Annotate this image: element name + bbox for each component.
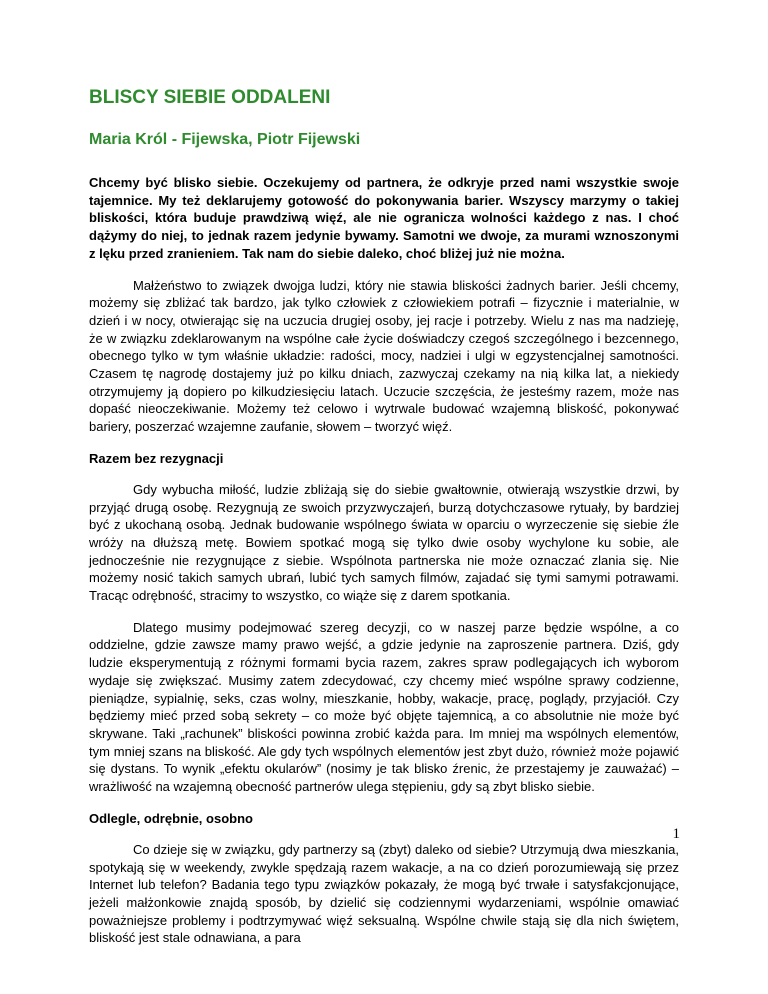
article-lead: Chcemy być blisko siebie. Oczekujemy od partnera, że odkryje przed nami wszystkie swoje tajemnice. My też deklarujemy gotowość do pokonywania barier. Wszyscy marzymy o takiej bliskości, która buduje prawdziwą więź, ale nie ogranicza wolności każdego z nas. I choć dążymy do niej, to jednak razem jedynie bywamy. Samotni we dwoje, za murami wznoszonymi z lęku przed zranieniem. Tak nam do siebie daleko, choć bliżej już nie można. xyxy=(89,175,679,261)
section-heading: Razem bez rezygnacji xyxy=(89,450,224,466)
section-heading: Odlegle, odrębnie, osobno xyxy=(89,810,253,826)
body-paragraph: Dlatego musimy podejmować szereg decyzji, co w naszej parze będzie wspólne, a co oddzielne, gdzie zawsze mamy prawo wejść, a gdzie jedynie na zaproszenie partnera. Dziś, gdy ludzie eksperymentują z różnymi formami bycia razem, zakres spraw podlegających ich wyborom wydaje się zwiększać. Musimy zatem zdecydować, czy chcemy mieć wspólne sprawy codzienne, pieniądze, sypialnię, seks, czas wolny, mieszkanie, hobby, wakacje, pracę, poglądy, przyjaciół. Czy będziemy mieć przed sobą sekrety – co może być objęte tajemnicą, a co absolutnie nie może być skrywane. Taki „rachunek” bliskości powinna zrobić każda para. Im mniej ma wspólnych elementów, tym mniej szans na bliskość. Ale gdy tych wspólnych elementów jest zbyt dużo, również może pojawić się dystans. To wynik „efektu okularów” (nosimy je tak blisko źrenic, że przestajemy je zauważać) – wrażliwość na wzajemną obecność partnerów ulega stępieniu, gdy są zbyt blisko siebie. xyxy=(89,619,679,795)
body-paragraph: Małżeństwo to związek dwojga ludzi, który nie stawia bliskości żadnych barier. Jeśli chcemy, możemy się zbliżać tak bardzo, jak tylko człowiek z człowiekiem potrafi – fizycznie i materialnie, w dzień i w nocy, otwierając się na uczucia drugiej osoby, jej racje i potrzeby. Wielu z nas ma nadzieję, że w związku zdeklarowanym na wspólne całe życie doświadczy czegoś szczególnego i bezcennego, obecnego tylko w tym właśnie układzie: radości, mocy, nadziei i ulgi w egzystencjalnej samotności. Czasem tę nagrodę dostajemy już po kilku dniach, zazwyczaj czekamy na nią kilka lat, a niekiedy otrzymujemy ją dopiero po kilkudziesięciu latach. Uczucie szczęścia, że jesteśmy razem, może nas dopaść nieoczekiwanie. Możemy też celowo i wytrwale budować wzajemną bliskość, pokonywać bariery, poszerzać wzajemne zaufanie, słowem – tworzyć więź. xyxy=(89,277,679,435)
article-title: BLISCY SIEBIE ODDALENI xyxy=(89,87,331,108)
body-paragraph: Co dzieje się w związku, gdy partnerzy są (zbyt) daleko od siebie? Utrzymują dwa mieszkania, spotykają się w weekendy, zwykle spędzają razem wakacje, a na co dzień porozumiewają się przez Internet lub telefon? Badania tego typu związków pokazały, że mogą być trwałe i satysfakcjonujące, jeżeli małżonkowie znajdą sposób, by dzielić się codziennymi wydarzeniami, wspólnie omawiać poważniejsze problemy i podtrzymywać więź seksualną. Wspólne chwile stają się dla nich świętem, bliskość jest stale odnawiana, a para xyxy=(89,841,679,946)
body-paragraph: Gdy wybucha miłość, ludzie zbliżają się do siebie gwałtownie, otwierają wszystkie drzwi, by przyjąć drugą osobę. Rezygnują ze swoich przyzwyczajeń, burzą dotychczasowe rytuały, by bardziej być z ukochaną osobą. Jednak budowanie wspólnego świata w oparciu o wyrzeczenie się siebie źle wróży na dłuższą metę. Bowiem spotkać mogą się tylko dwie osoby wychylone ku sobie, ale jednocześnie nie rezygnujące z siebie. Wspólnota partnerska nie może oznaczać zlania się. Nie możemy nosić takich samych ubrań, lubić tych samych filmów, zajadać się tymi samymi potrawami. Tracąc odrębność, stracimy to wszystko, co wiąże się z darem spotkania. xyxy=(89,481,679,604)
article-authors: Maria Król - Fijewska, Piotr Fijewski xyxy=(89,131,361,148)
page-number: 1 xyxy=(672,826,680,842)
document-page xyxy=(89,86,679,947)
